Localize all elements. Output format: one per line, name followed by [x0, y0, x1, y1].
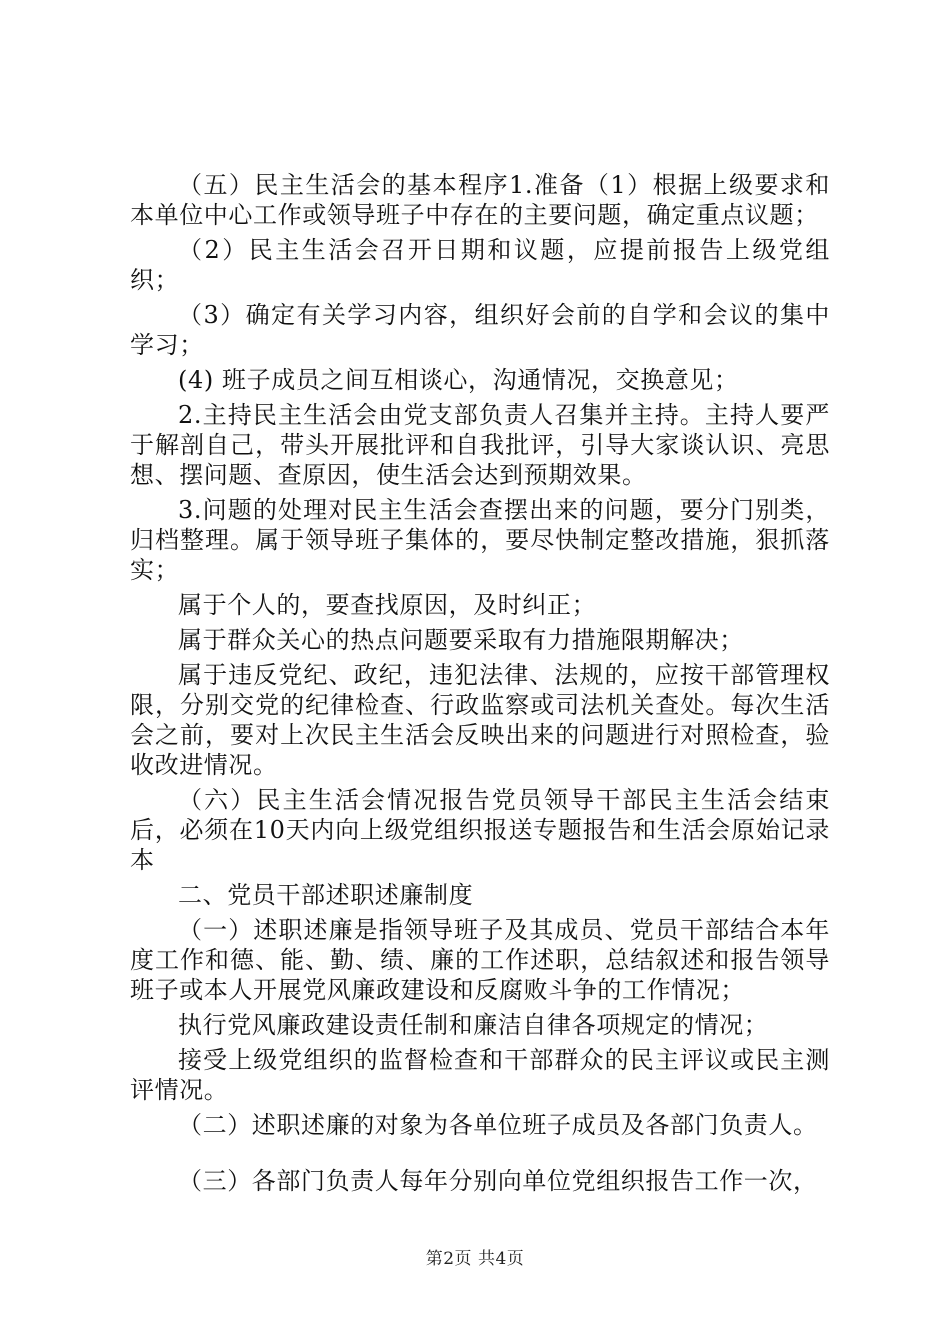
paragraph: （2）民主生活会召开日期和议题，应提前报告上级党组织； — [130, 236, 830, 294]
paragraph: （二）述职述廉的对象为各单位班子成员及各部门负责人。 — [178, 1111, 818, 1139]
paragraph: （3）确定有关学习内容，组织好会前的自学和会议的集中学习； — [130, 301, 830, 359]
page-footer: 第2页 共4页 — [425, 1249, 525, 1269]
paragraph: （五）民主生活会的基本程序1.准备（1）根据上级要求和本单位中心工作或领导班子中存在的主要问题，确定重点议题； — [130, 171, 830, 229]
paragraph: 3.问题的处理对民主生活会查摆出来的问题，要分门别类，归档整理。属于领导班子集体的，要尽快制定整改措施，狠抓落实； — [130, 496, 830, 584]
paragraph: （一）述职述廉是指领导班子及其成员、党员干部结合本年度工作和德、能、勤、绩、廉的工作述职，总结叙述和报告领导班子或本人开展党风廉政建设和反腐败斗争的工作情况； — [130, 916, 830, 1004]
paragraph: （三）各部门负责人每年分别向单位党组织报告工作一次， — [178, 1167, 818, 1195]
paragraph: 属于个人的，要查找原因，及时纠正； — [178, 591, 597, 619]
paragraph: (4) 班子成员之间互相谈心，沟通情况，交换意见； — [178, 366, 739, 394]
paragraph: 接受上级党组织的监督检查和干部群众的民主评议或民主测评情况。 — [130, 1046, 830, 1104]
paragraph: （六）民主生活会情况报告党员领导干部民主生活会结束后，必须在10天内向上级党组织报送专题报告和生活会原始记录本 — [130, 786, 830, 874]
paragraph: 执行党风廉政建设责任制和廉洁自律各项规定的情况； — [178, 1011, 769, 1039]
paragraph: 2.主持民主生活会由党支部负责人召集并主持。主持人要严于解剖自己，带头开展批评和自我批评，引导大家谈认识、亮思想、摆问题、查原因，使生活会达到预期效果。 — [130, 401, 830, 489]
paragraph: 属于违反党纪、政纪，违犯法律、法规的，应按干部管理权限，分别交党的纪律检查、行政监察或司法机关查处。每次生活会之前，要对上次民主生活会反映出来的问题进行对照检查，验收改进情况。 — [130, 661, 830, 779]
document-body — [130, 170, 830, 1201]
paragraph: 属于群众关心的热点问题要采取有力措施限期解决； — [178, 626, 744, 654]
section-heading: 二、党员干部述职述廉制度 — [178, 881, 474, 909]
